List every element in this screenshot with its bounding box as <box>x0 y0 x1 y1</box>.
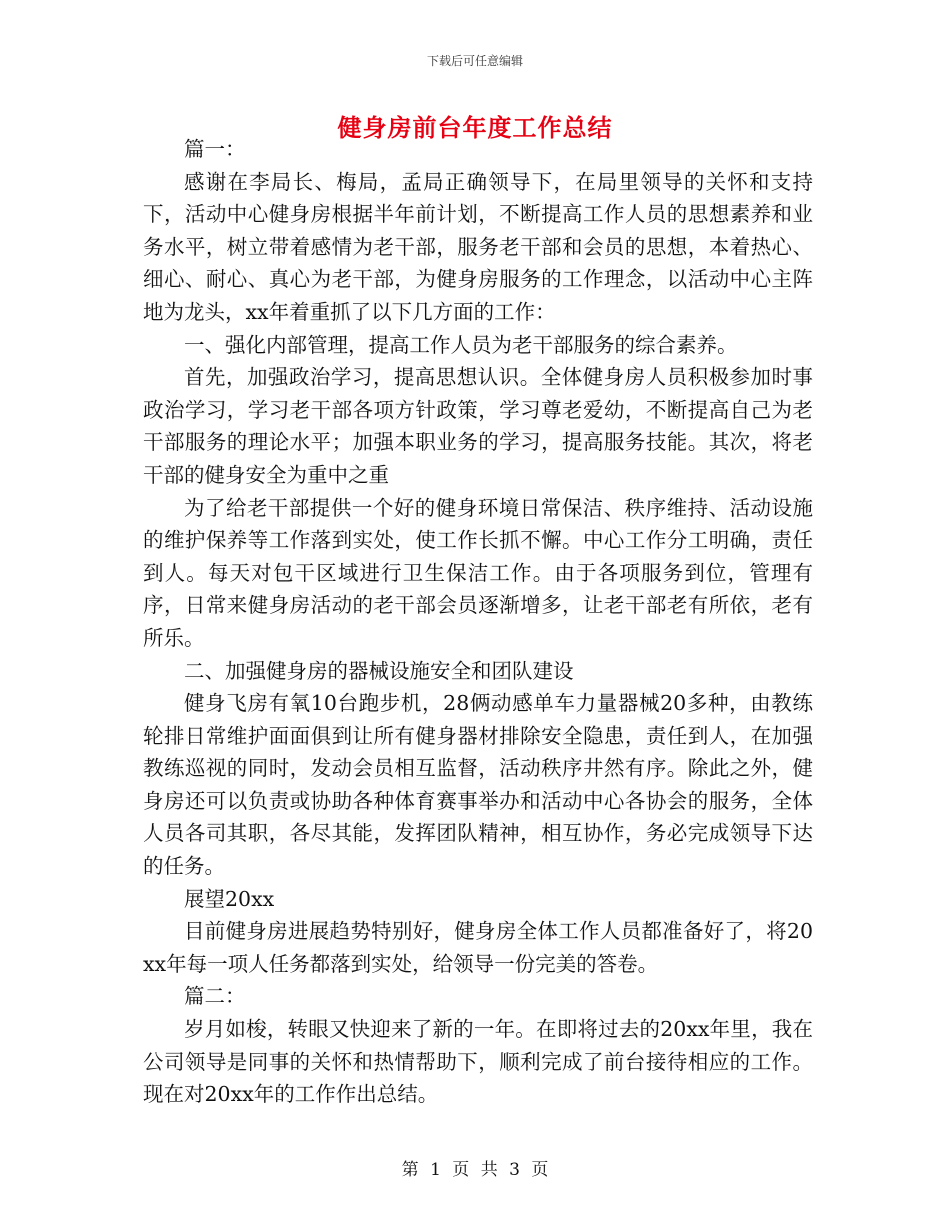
paragraph-environment: 为了给老干部提供一个好的健身环境日常保洁、秩序维持、活动设施的维护保养等工作落到实处，使工作长抓不懈。中心工作分工明确，责任到人。每天对包干区域进行卫生保洁工作。由于各项服务到位，管理有序，日常来健身房活动的老干部会员逐渐增多，让老干部老有所依，老有所乐。 <box>143 495 813 650</box>
paragraph-intro: 感谢在李局长、梅局，孟局正确领导下，在局里领导的关怀和支持下，活动中心健身房根据半年前计划，不断提高工作人员的思想素养和业务水平，树立带着感情为老干部，服务老干部和会员的思想，本着热心、细心、耐心、真心为老干部，为健身房服务的工作理念，以活动中心主阵地为龙头，xx年着重抓了以下几方面的工作： <box>143 169 813 324</box>
page-footer: 第 1 页 共 3 页 <box>401 1160 549 1180</box>
section-heading-internal-management: 一、强化内部管理，提高工作人员为老干部服务的综合素养。 <box>184 332 738 357</box>
section-heading-part-one: 篇一： <box>184 137 246 161</box>
document-body <box>143 133 813 1111</box>
section-heading-equipment-safety: 二、加强健身房的器械设施安全和团队建设 <box>184 658 574 683</box>
paragraph-political-study: 首先，加强政治学习，提高思想认识。全体健身房人员积极参加时事政治学习，学习老干部各项方针政策，学习尊老爱幼，不断提高自己为老干部服务的理论水平；加强本职业务的学习，提高服务技能。其次，将老干部的健身安全为重中之重 <box>143 365 813 487</box>
section-heading-outlook: 展望20xx <box>184 886 275 911</box>
paragraph-equipment: 健身飞房有氧10台跑步机，28俩动感单车力量器械20多种，由教练轮排日常维护面面俱到让所有健身器材排除安全隐患，责任到人，在加强教练巡视的同时，发动会员相互监督，活动秩序井然有序。除此之外，健身房还可以负责或协助各种体育赛事举办和活动中心各协会的服务，全体人员各司其职，各尽其能，发挥团队精神，相互协作，务必完成领导下达的任务。 <box>143 691 813 879</box>
section-heading-part-two: 篇二： <box>184 984 246 1009</box>
document-title: 健身房前台年度工作总结 <box>337 113 613 142</box>
paragraph-outlook: 目前健身房进展趋势特别好，健身房全体工作人员都准备好了，将20xx年每一项人任务都落到实处，给领导一份完美的答卷。 <box>143 919 813 976</box>
header-note: 下载后可任意编辑 <box>426 54 523 68</box>
paragraph-part-two-intro: 岁月如梭，转眼又快迎来了新的一年。在即将过去的20xx年里，我在公司领导是同事的关怀和热情帮助下，顺利完成了前台接待相应的工作。现在对20xx年的工作作出总结。 <box>143 1017 813 1107</box>
